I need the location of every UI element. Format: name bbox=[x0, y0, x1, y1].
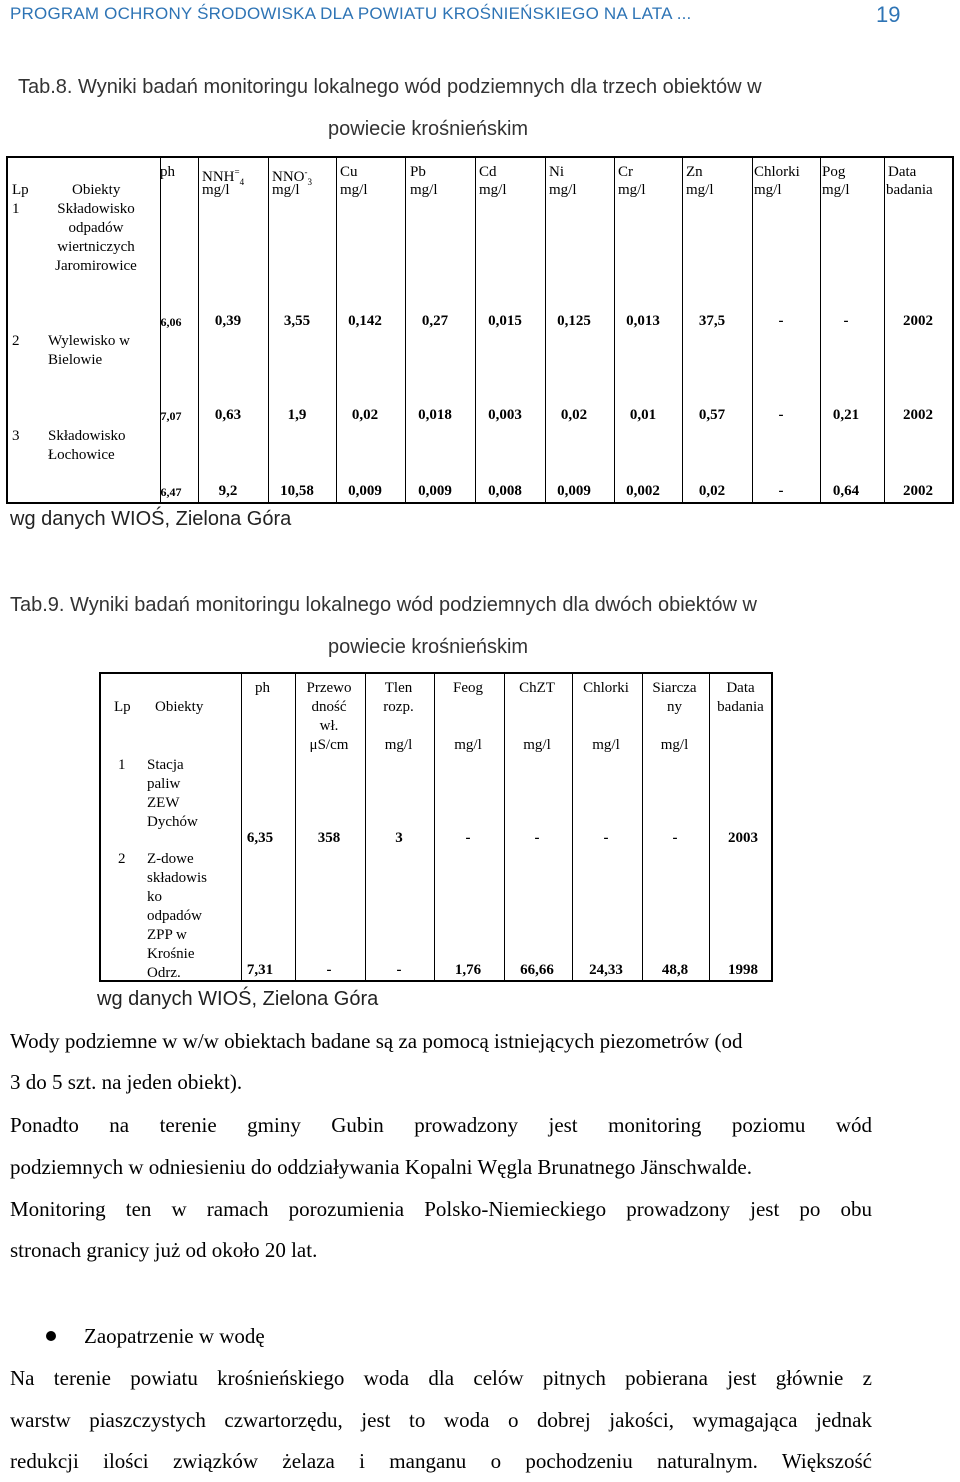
table9-unit: mg/l bbox=[592, 737, 620, 753]
table9-header-feog: Feog bbox=[453, 680, 483, 696]
table9-caption: Tab.9. Wyniki badań monitoringu lokalnego wód podziemnych dla dwóch obiektów w bbox=[10, 594, 757, 616]
table8-header-cr: Cr bbox=[618, 164, 633, 180]
table9-divider bbox=[434, 674, 435, 980]
table9-cell: - bbox=[465, 830, 471, 846]
table8-cell: 0,142 bbox=[348, 313, 382, 329]
table9-row-lp: 2 bbox=[118, 851, 126, 867]
table8-cell: - bbox=[778, 407, 784, 423]
table8-cell: 0,003 bbox=[488, 407, 522, 423]
paragraph-line: Ponadto na terenie gminy Gubin prowadzony jest monitoring poziomu wód bbox=[10, 1113, 872, 1137]
table9-divider bbox=[241, 674, 242, 980]
table8-divider bbox=[752, 158, 753, 502]
table8-cell: 0,39 bbox=[214, 313, 242, 329]
table9-divider bbox=[365, 674, 366, 980]
paragraph-line: warstw piaszczystych czwartorzędu, jest to woda o dobrej jakości, wymagająca jednak bbox=[10, 1408, 872, 1432]
table8-cell: - bbox=[843, 313, 849, 329]
table8-unit: mg/l bbox=[272, 182, 300, 198]
table8-cell: - bbox=[778, 483, 784, 499]
table9-row-obiekt: Stacja paliw ZEW Dychów bbox=[147, 757, 198, 830]
table8-cell: 2002 bbox=[903, 313, 933, 329]
table8-header-obiekty: Obiekty bbox=[72, 182, 121, 198]
paragraph-line: Monitoring ten w ramach porozumienia Polsko-Niemieckiego prowadzony jest po obu bbox=[10, 1197, 872, 1221]
table8-header-nno3: $NNO^-_3$ bbox=[272, 167, 312, 187]
table9-unit: mg/l bbox=[454, 737, 482, 753]
running-header: PROGRAM OCHRONY ŚRODOWISKA DLA POWIATU KROŚNIEŃSKIEGO NA LATA ... bbox=[10, 4, 692, 23]
table8-divider bbox=[614, 158, 615, 502]
table8-row-obiekt: Wylewisko w Bielowie bbox=[48, 333, 131, 368]
table8-cell: 6,06 bbox=[160, 315, 182, 329]
table8-cell: 1,9 bbox=[287, 407, 307, 423]
paragraph-line: Na terenie powiatu krośnieńskiego woda dla celów pitnych pobierana jest głównie z bbox=[10, 1366, 872, 1390]
table9-cell: - bbox=[672, 830, 678, 846]
table8-divider bbox=[198, 158, 199, 502]
table9-unit: mg/l bbox=[660, 737, 689, 753]
table9-cell: 7,31 bbox=[246, 962, 274, 978]
table8-divider bbox=[682, 158, 683, 502]
table8-cell: 0,018 bbox=[418, 407, 452, 423]
table9-header-siarczany: Siarcza ny bbox=[652, 680, 697, 715]
table9-divider bbox=[504, 674, 505, 980]
table8-cell: - bbox=[778, 313, 784, 329]
table9-cell: - bbox=[603, 830, 609, 846]
table8-cell: 0,009 bbox=[348, 483, 382, 499]
table8-row-obiekt: Składowisko Łochowice bbox=[48, 428, 126, 463]
table8-caption: Tab.8. Wyniki badań monitoringu lokalnego wód podziemnych dla trzech obiektów w bbox=[18, 76, 762, 98]
table9-cell: 24,33 bbox=[589, 962, 623, 978]
table8-cell: 0,01 bbox=[629, 407, 657, 423]
page-number: 19 bbox=[876, 2, 901, 27]
table9-divider bbox=[572, 674, 573, 980]
table8-unit: mg/l bbox=[410, 182, 438, 198]
table8-cell: 0,57 bbox=[698, 407, 726, 423]
table9-cell: - bbox=[534, 830, 540, 846]
table9-header-chlorki: Chlorki bbox=[583, 680, 629, 696]
table8-unit: mg/l bbox=[754, 182, 782, 198]
table9-source: wg danych WIOŚ, Zielona Góra bbox=[97, 988, 379, 1010]
table8-header-chlorki: Chlorki bbox=[754, 164, 800, 180]
table9-header-lp: Lp bbox=[114, 699, 131, 715]
table8-cell: 0,008 bbox=[488, 483, 522, 499]
table8-unit: mg/l bbox=[686, 182, 714, 198]
table8-header-zn: Zn bbox=[686, 164, 703, 180]
table8-divider bbox=[820, 158, 821, 502]
table9-cell: 1998 bbox=[728, 962, 758, 978]
table8-source: wg danych WIOŚ, Zielona Góra bbox=[10, 508, 292, 530]
table8-divider bbox=[160, 158, 161, 502]
table8-cell: 0,015 bbox=[488, 313, 522, 329]
table8-divider bbox=[545, 158, 546, 502]
table8-divider bbox=[475, 158, 476, 502]
table8-unit: mg/l bbox=[822, 182, 850, 198]
table8-header-ni: Ni bbox=[549, 164, 564, 180]
table9-header-tlen: Tlen rozp. bbox=[383, 680, 414, 715]
table8-row-lp: 2 bbox=[12, 333, 20, 349]
table8-header-badania: badania bbox=[886, 182, 933, 198]
table8-header-ph: ph bbox=[160, 164, 175, 180]
table9-cell: 6,35 bbox=[246, 830, 274, 846]
table8-header-data: Data bbox=[888, 164, 917, 180]
table8-cell: 0,009 bbox=[418, 483, 452, 499]
table8-divider bbox=[884, 158, 885, 502]
table8-cell: 37,5 bbox=[698, 313, 726, 329]
table8-cell: 0,125 bbox=[557, 313, 591, 329]
table9-row-lp: 1 bbox=[118, 757, 126, 773]
table8-cell: 0,02 bbox=[698, 483, 726, 499]
table9-cell: 66,66 bbox=[520, 962, 554, 978]
table8-header-pog: Pog bbox=[822, 164, 846, 180]
table8-cell: 0,009 bbox=[557, 483, 591, 499]
table8-header-cd: Cd bbox=[479, 164, 497, 180]
table9-divider bbox=[642, 674, 643, 980]
table9-caption-line2: powiecie krośnieńskim bbox=[328, 636, 529, 658]
table8-divider bbox=[336, 158, 337, 502]
table8-header-pb: Pb bbox=[410, 164, 426, 180]
table9-unit: mg/l bbox=[384, 737, 413, 753]
paragraph-line: Wody podziemne w w/w obiektach badane są za pomocą istniejących piezometrów (od bbox=[10, 1029, 743, 1053]
bullet-heading: Zaopatrzenie w wodę bbox=[84, 1324, 265, 1348]
table8-divider bbox=[405, 158, 406, 502]
table8-cell: 0,002 bbox=[626, 483, 660, 499]
table9-cell: 358 bbox=[317, 830, 341, 846]
table9-header-chzt: ChZT bbox=[519, 680, 555, 696]
table8-cell: 9,2 bbox=[218, 483, 238, 499]
table9-divider bbox=[709, 674, 710, 980]
table8-unit: mg/l bbox=[618, 182, 646, 198]
table9-header-przewodnosc: Przewo dność wł. μS/cm bbox=[306, 680, 352, 753]
table8-unit: mg/l bbox=[340, 182, 368, 198]
table9-row-obiekt: Z-dowe składowis ko odpadów ZPP w Krośnie Odrz. bbox=[147, 851, 207, 981]
table9-cell: 1,76 bbox=[454, 962, 482, 978]
table8-unit: mg/l bbox=[202, 182, 230, 198]
table8-cell: 2002 bbox=[903, 483, 933, 499]
table8-header-cu: Cu bbox=[340, 164, 358, 180]
table8-cell: 7,07 bbox=[160, 409, 182, 423]
table8-cell: 10,58 bbox=[280, 483, 314, 499]
paragraph-line: redukcji ilości związków żelaza i manganu o pochodzeniu naturalnym. Większość bbox=[10, 1449, 872, 1473]
table9-cell: 2003 bbox=[728, 830, 758, 846]
table8-cell: 0,64 bbox=[832, 483, 860, 499]
table9-header-ph: ph bbox=[255, 680, 270, 696]
paragraph-line: 3 do 5 szt. na jeden obiekt). bbox=[10, 1070, 243, 1094]
table8-cell: 3,55 bbox=[283, 313, 311, 329]
bullet-icon bbox=[46, 1331, 56, 1341]
table9-cell: 3 bbox=[395, 830, 403, 846]
table8-unit: mg/l bbox=[479, 182, 507, 198]
table9-cell: 48,8 bbox=[661, 962, 689, 978]
table8-cell: 0,27 bbox=[421, 313, 449, 329]
table8-unit: mg/l bbox=[549, 182, 577, 198]
table8-cell: 0,63 bbox=[214, 407, 242, 423]
table8-cell: 0,21 bbox=[832, 407, 860, 423]
table9-cell: - bbox=[326, 962, 332, 978]
table8-row-obiekt: Składowisko odpadów wiertniczych Jaromirowice bbox=[55, 201, 137, 274]
table8-caption-line2: powiecie krośnieńskim bbox=[328, 118, 529, 140]
table9-header-data: Data badania bbox=[717, 680, 764, 715]
table8-divider bbox=[268, 158, 269, 502]
table9-cell: - bbox=[396, 962, 402, 978]
table8-row-lp: 3 bbox=[12, 428, 20, 444]
table8-header-nnh4: $NNH^=_4$ bbox=[202, 167, 245, 187]
paragraph-line: podziemnych w odniesieniu do oddziaływania Kopalni Węgla Brunatnego Jänschwalde. bbox=[10, 1155, 752, 1179]
table9-header-obiekty: Obiekty bbox=[155, 699, 204, 715]
table8-cell: 6,47 bbox=[160, 485, 182, 499]
table8-header-lp: Lp bbox=[12, 182, 29, 198]
table8-cell: 2002 bbox=[903, 407, 933, 423]
table8-row-lp: 1 bbox=[12, 201, 20, 217]
paragraph-line: stronach granicy już od około 20 lat. bbox=[10, 1238, 318, 1262]
table8-cell: 0,02 bbox=[351, 407, 379, 423]
table8-cell: 0,013 bbox=[626, 313, 660, 329]
table8-cell: 0,02 bbox=[560, 407, 588, 423]
table9-unit: mg/l bbox=[523, 737, 551, 753]
